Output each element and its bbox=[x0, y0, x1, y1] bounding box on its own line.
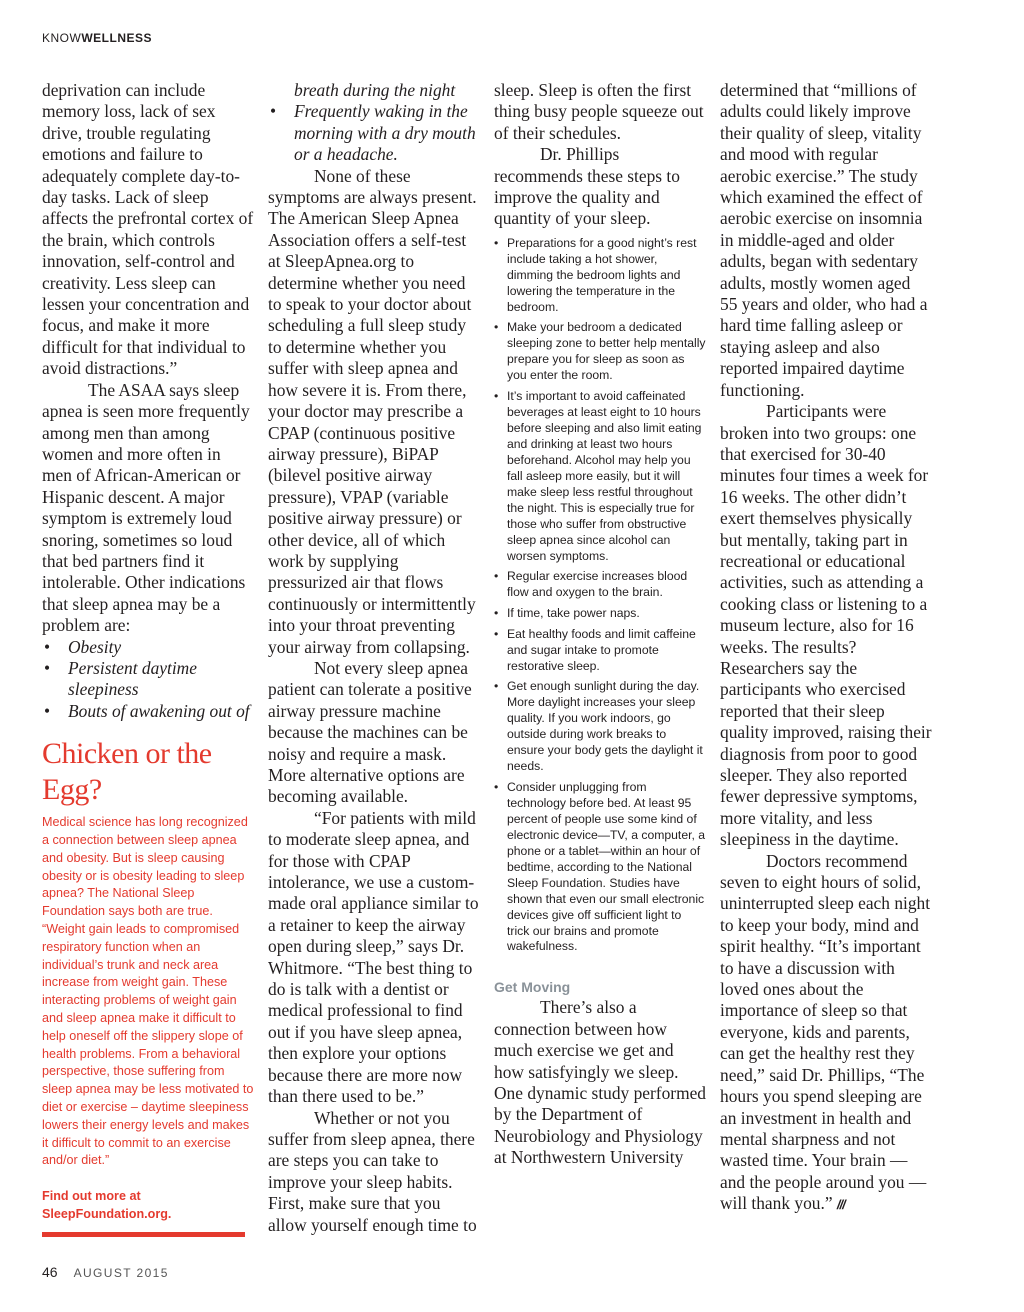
list-item: • Eat healthy foods and limit caffeine and sugar intake to promote restorative sleep. bbox=[494, 627, 706, 675]
list-item: • If time, take power naps. bbox=[494, 606, 706, 622]
list-item: • Preparations for a good night’s rest include taking a hot shower, dimming the bedroom lights and lowering the temperature in the bedroom. bbox=[494, 236, 706, 316]
list-item: • It’s important to avoid caffeinated beverages at least eight to 10 hours before sleeping and also limit eating and drinking at least two hours beforehand. Alcohol may help you fall asleep more easily, but it will make sleep less restful throughout the night. This is especially true for those who suffer from obstructive sleep apnea since alcohol can worsen symptoms. bbox=[494, 389, 706, 564]
symptom-list bbox=[42, 637, 254, 723]
subheading: Get Moving bbox=[494, 979, 571, 996]
list-item: • Obesity bbox=[42, 637, 254, 658]
list-item: • Bouts of awakening out of bbox=[42, 701, 254, 722]
paragraph: Not every sleep apnea patient can tolerate a positive airway pressure machine because the machines can be noisy and require a mask. More alternative options are becoming available. bbox=[268, 657, 472, 807]
sidebar-divider bbox=[42, 1232, 245, 1237]
column-4 bbox=[720, 80, 932, 1216]
list-item: • Make your bedroom a dedicated sleeping zone to better help mentally prepare you for sleep as soon as you enter the room. bbox=[494, 320, 706, 384]
list-item: • Persistent daytime sleepiness bbox=[42, 658, 254, 701]
column-3-body-continued bbox=[494, 997, 706, 1168]
paragraph: “For patients with mild to moderate sleep apnea, and for those with CPAP intolerance, we use a custom-made oral appliance similar to a retainer to keep the airway open during sleep,” says Dr. Whitmore. “The best thing to do is talk with a dentist or medical professional to find out if you have sleep apnea, then explore your options because there are more now than there used to be.” bbox=[268, 807, 479, 1107]
page-footer bbox=[42, 1264, 169, 1280]
column-2 bbox=[268, 80, 480, 1236]
paragraph-text: Doctors recommend seven to eight hours of solid, uninterrupted sleep each night to keep your body, mind and spirit healthy. “It’s important to have a discussion with loved ones about the importance of sleep so that everyone, kids and parents, can get the healthy rest they need,” said Dr. Phillips, “The hours you spend sleeping are an investment in health and mental sharpness and not wasted time. Your brain — and the people around you — will thank you.” bbox=[720, 850, 931, 1214]
column-1 bbox=[42, 80, 254, 1237]
column-1-body bbox=[42, 80, 254, 722]
list-item: • Frequently waking in the morning with a dry mouth or a headache. bbox=[268, 101, 480, 165]
column-3-body bbox=[494, 80, 706, 230]
sidebar-body: Medical science has long recognized a connection between sleep apnea and obesity. But is sleep causing obesity or is obesity leading to sleep apnea? The National Sleep Foundation says both are true. “Weight gain leads to compromised respiratory function when an individual’s trunk and neck area increase from weight gain. These interacting problems of weight gain and sleep apnea make it difficult to help oneself off the slippery slope of health problems. From a behavioral perspective, those suffering from sleep apnea may be less motivated to diet or exercise – daytime sleepiness lowers their energy levels and makes it difficult to commit to an exercise and/or diet.” bbox=[42, 815, 254, 1168]
paragraph: Participants were broken into two groups: one that exercised for 30-40 minutes four times a week for 16 weeks. The other didn’t exert themselves physically but mentally, taking part in recreational or educational activities, such as attending a cooking class or listening to a museum lecture, also for 16 weeks. The results? Researchers say the participants who exercised reported that their sleep quality improved, raising their diagnosis from poor to good sleeper. They also reported fewer depressive symptoms, more vitality, and less sleepiness in the daytime. bbox=[720, 401, 932, 850]
page-number: 46 bbox=[42, 1264, 58, 1280]
paragraph: determined that “millions of adults could likely improve their quality of sleep, vitality and mood with regular aerobic exercise.” The study which examined the effect of aerobic exercise on insomnia in middle-aged and older adults, began with sedentary adults, mostly women aged 55 years and older, who had a hard time falling asleep or staying asleep and also reported impaired daytime functioning. bbox=[720, 80, 928, 400]
paragraph: The ASAA says sleep apnea is seen more frequently among men than among women and more often in men of African-American or Hispanic descent. A major symptom is extremely loud snoring, sometimes so loud that bed partners find it intolerable. Other indications that sleep apnea may be a problem are: bbox=[42, 379, 250, 636]
section-suffix: WELLNESS bbox=[81, 31, 153, 45]
section-prefix: KNOW bbox=[42, 31, 82, 45]
paragraph: deprivation can include memory loss, lack of sex drive, trouble regulating emotions and failure to adequately complete day-to-day tasks. Lack of sleep affects the prefrontal cortex of the brain, which controls innovation, self-control and creativity. Less sleep can lessen your concentration and focus, and make it more difficult for that individual to avoid distractions.” bbox=[42, 80, 254, 379]
paragraph: There’s also a connection between how much exercise we get and how satisfyingly we sleep. One dynamic study performed by the Department of Neurobiology and Physiology at Northwestern University bbox=[494, 997, 707, 1168]
paragraph: Whether or not you suffer from sleep apnea, there are steps you can take to improve your sleep habits. First, make sure that you allow yourself enough time to bbox=[268, 1107, 477, 1235]
sleep-tips-list bbox=[494, 236, 706, 956]
end-mark: /// bbox=[836, 1197, 845, 1213]
sidebar-link-line-1: Find out more at bbox=[42, 1189, 141, 1204]
list-item: • Regular exercise increases blood flow and oxygen to the brain. bbox=[494, 569, 706, 601]
issue-date: AUGUST 2015 bbox=[73, 1266, 169, 1280]
sidebar-link-line-2: SleepFoundation.org. bbox=[42, 1206, 172, 1221]
section-header bbox=[42, 31, 152, 45]
sidebar-link[interactable] bbox=[42, 1188, 254, 1224]
list-item: • Get enough sunlight during the day. More daylight increases your sleep quality. If you work indoors, go outside during work breaks to ensure your body gets the daylight it needs. bbox=[494, 679, 706, 775]
sidebar bbox=[42, 736, 254, 1237]
paragraph: Dr. Phillips recommends these steps to improve the quality and quantity of your sleep. bbox=[494, 144, 680, 229]
paragraph: sleep. Sleep is often the first thing busy people squeeze out of their schedules. bbox=[494, 80, 704, 143]
paragraph: None of these symptoms are always present. The American Sleep Apnea Association offers a self-test at SleepApnea.org to determine whether you need to speak to your doctor about scheduling a full sleep study to determine whether you suffer with sleep apnea and how severe it is. From there, your doctor may prescribe a CPAP (continuous positive airway pressure), BiPAP (bilevel positive airway pressure), VPAP (variable positive airway pressure) or other device, all of which work by supplying pressurized air that flows continuously or intermittently into your throat preventing your airway from collapsing. bbox=[268, 165, 477, 657]
column-4-body bbox=[720, 80, 932, 1216]
list-item: • Consider unplugging from technology before bed. At least 95 percent of people use some kind of electronic device—TV, a computer, a phone or a tablet—within an hour of bedtime, according to the National Sleep Foundation. Studies have shown that even our small electronic devices give off sufficient light to trick our brains and promote wakefulness. bbox=[494, 780, 706, 955]
symptom-list bbox=[268, 101, 480, 165]
column-3 bbox=[494, 80, 706, 1169]
paragraph bbox=[720, 851, 932, 1216]
column-2-body bbox=[268, 80, 480, 1236]
sidebar-heading: Chicken or the Egg? bbox=[42, 737, 212, 807]
list-item-continued: breath during the night bbox=[294, 80, 456, 100]
